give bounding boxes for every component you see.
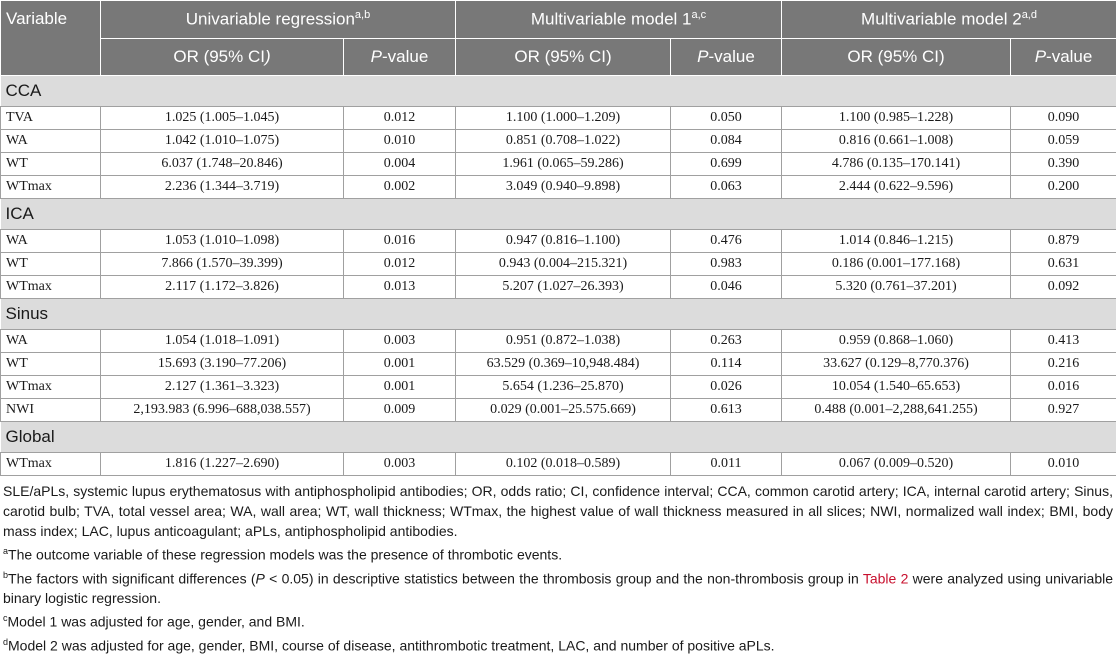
or-cell-univariable: 6.037 (1.748–20.846) [101,153,344,176]
p-cell-model-2: 0.016 [1011,376,1116,399]
p-cell-univariable: 0.010 [344,130,456,153]
p-cell-model-1: 0.084 [671,130,782,153]
section-row [1,76,1116,107]
footnote-d: $^d$Model 2 was adjusted for age, gender, BMI, course of disease, antithrombotic treatment, LAC, and number of positive aPLs. [3,636,775,654]
or-cell-univariable: 2.127 (1.361–3.323) [101,376,344,399]
or-cell-model-2: 0.816 (0.661–1.008) [782,130,1011,153]
p-cell-univariable: 0.016 [344,230,456,253]
p-cell-model-1: 0.046 [671,276,782,299]
p-cell-model-2: 0.879 [1011,230,1116,253]
p-cell-model-1: 0.063 [671,176,782,199]
variable-cell: WT [1,253,101,276]
variable-cell: WA [1,330,101,353]
p-cell-model-1: 0.263 [671,330,782,353]
table-row [1,130,1116,153]
abbreviations-note: SLE/aPLs, systemic lupus erythematosus with antiphospholipid antibodies; OR, odds ratio; CI, confidence interval; CCA, common carotid artery; ICA, internal carotid artery; Sinus, carotid bulb; TVA, total vessel area; WA, wall area; WT, wall thickness; WTmax, the highest value of wall thickness measured in all slices; NWI, normalized wall index; BMI, body mass index; LAC, lupus anticoagulant; aPLs, antiphospholipid antibodies. [3,483,1113,539]
variable-cell: WTmax [1,453,101,476]
p-cell-model-2: 0.059 [1011,130,1116,153]
table-row [1,330,1116,353]
or-cell-univariable: 1.042 (1.010–1.075) [101,130,344,153]
p-header-model-1: P-value [671,39,782,76]
table-2-link[interactable]: Table 2 [862,570,909,587]
variable-cell: WTmax [1,376,101,399]
p-cell-model-1: 0.050 [671,107,782,130]
table-row [1,399,1116,422]
or-header-model-2: OR (95% CI) [782,39,1011,76]
p-cell-model-2: 0.390 [1011,153,1116,176]
section-row [1,299,1116,330]
table-row [1,153,1116,176]
group-header-model-1: Multivariable model 1$^{a,c}$ [456,1,782,39]
p-cell-model-2: 0.413 [1011,330,1116,353]
or-cell-univariable: 1.054 (1.018–1.091) [101,330,344,353]
or-cell-model-1: 0.029 (0.001–25.575.669) [456,399,671,422]
or-header-univariable: OR (95% CI) [101,39,344,76]
header-row-groups [1,1,1116,39]
or-cell-model-1: 63.529 (0.369–10,948.484) [456,353,671,376]
or-cell-model-2: 33.627 (0.129–8,770.376) [782,353,1011,376]
or-cell-model-1: 1.100 (1.000–1.209) [456,107,671,130]
p-header-model-2: P-value [1011,39,1116,76]
p-cell-univariable: 0.003 [344,453,456,476]
table-row [1,453,1116,476]
footnote-c: $^c$Model 1 was adjusted for age, gender, and BMI. [3,613,305,630]
or-cell-model-2: 1.014 (0.846–1.215) [782,230,1011,253]
table-row [1,276,1116,299]
p-cell-univariable: 0.009 [344,399,456,422]
p-cell-model-1: 0.114 [671,353,782,376]
or-cell-univariable: 7.866 (1.570–39.399) [101,253,344,276]
or-cell-model-1: 5.654 (1.236–25.870) [456,376,671,399]
or-cell-model-2: 0.488 (0.001–2,288,641.255) [782,399,1011,422]
p-cell-model-2: 0.927 [1011,399,1116,422]
p-cell-univariable: 0.002 [344,176,456,199]
p-cell-model-1: 0.476 [671,230,782,253]
variable-cell: TVA [1,107,101,130]
p-cell-univariable: 0.001 [344,376,456,399]
p-cell-model-2: 0.631 [1011,253,1116,276]
table-row [1,176,1116,199]
p-cell-model-2: 0.010 [1011,453,1116,476]
or-cell-univariable: 1.025 (1.005–1.045) [101,107,344,130]
section-label: ICA [1,199,1116,230]
p-cell-model-1: 0.613 [671,399,782,422]
p-cell-model-2: 0.200 [1011,176,1116,199]
header-row-columns [1,39,1116,76]
or-cell-model-2: 2.444 (0.622–9.596) [782,176,1011,199]
variable-cell: WA [1,130,101,153]
section-label: CCA [1,76,1116,107]
p-cell-model-1: 0.983 [671,253,782,276]
or-cell-model-2: 0.959 (0.868–1.060) [782,330,1011,353]
or-cell-model-2: 0.186 (0.001–177.168) [782,253,1011,276]
section-label: Global [1,422,1116,453]
variable-cell: WT [1,153,101,176]
or-cell-model-1: 0.947 (0.816–1.100) [456,230,671,253]
p-cell-model-1: 0.699 [671,153,782,176]
table-row [1,376,1116,399]
or-cell-model-2: 4.786 (0.135–170.141) [782,153,1011,176]
or-cell-model-1: 5.207 (1.027–26.393) [456,276,671,299]
or-cell-model-2: 1.100 (0.985–1.228) [782,107,1011,130]
variable-cell: WTmax [1,276,101,299]
or-cell-univariable: 2.236 (1.344–3.719) [101,176,344,199]
table-row [1,353,1116,376]
p-header-univariable: P-value [344,39,456,76]
or-cell-univariable: 1.816 (1.227–2.690) [101,453,344,476]
table-row [1,253,1116,276]
or-cell-model-1: 0.102 (0.018–0.589) [456,453,671,476]
table-footnotes [0,476,1116,656]
group-header-model-2: Multivariable model 2$^{a,d}$ [782,1,1116,39]
p-cell-model-1: 0.011 [671,453,782,476]
or-cell-model-2: 0.067 (0.009–0.520) [782,453,1011,476]
p-cell-model-1: 0.026 [671,376,782,399]
or-cell-univariable: 2.117 (1.172–3.826) [101,276,344,299]
or-cell-univariable: 15.693 (3.190–77.206) [101,353,344,376]
or-cell-model-1: 0.951 (0.872–1.038) [456,330,671,353]
or-cell-univariable: 1.053 (1.010–1.098) [101,230,344,253]
footnote-b: $^b$The factors with significant differences (P < 0.05) in descriptive statistics between the thrombosis group and the non-thrombosis group in Table 2 were analyzed using univariable binary logistic regression. [3,569,1113,607]
or-cell-model-1: 1.961 (0.065–59.286) [456,153,671,176]
p-cell-univariable: 0.012 [344,107,456,130]
or-cell-model-1: 0.943 (0.004–215.321) [456,253,671,276]
section-label: Sinus [1,299,1116,330]
variable-cell: WTmax [1,176,101,199]
p-cell-model-2: 0.090 [1011,107,1116,130]
p-cell-model-2: 0.216 [1011,353,1116,376]
footnote-a: $^a$The outcome variable of these regression models was the presence of thrombotic events. [3,546,563,563]
variable-cell: WT [1,353,101,376]
or-cell-model-2: 5.320 (0.761–37.201) [782,276,1011,299]
p-cell-univariable: 0.004 [344,153,456,176]
table-row [1,107,1116,130]
p-cell-univariable: 0.012 [344,253,456,276]
group-header-univariable: Univariable regression$^{a,b}$ [101,1,456,39]
section-row [1,199,1116,230]
variable-cell: NWI [1,399,101,422]
or-cell-model-2: 10.054 (1.540–65.653) [782,376,1011,399]
variable-cell: WA [1,230,101,253]
table-row [1,230,1116,253]
or-cell-model-1: 0.851 (0.708–1.022) [456,130,671,153]
section-row [1,422,1116,453]
p-cell-univariable: 0.001 [344,353,456,376]
table-body [1,76,1116,476]
or-header-model-1: OR (95% CI) [456,39,671,76]
p-cell-univariable: 0.013 [344,276,456,299]
or-cell-univariable: 2,193.983 (6.996–688,038.557) [101,399,344,422]
p-cell-model-2: 0.092 [1011,276,1116,299]
or-cell-model-1: 3.049 (0.940–9.898) [456,176,671,199]
p-cell-univariable: 0.003 [344,330,456,353]
variable-header: Variable [1,1,101,76]
